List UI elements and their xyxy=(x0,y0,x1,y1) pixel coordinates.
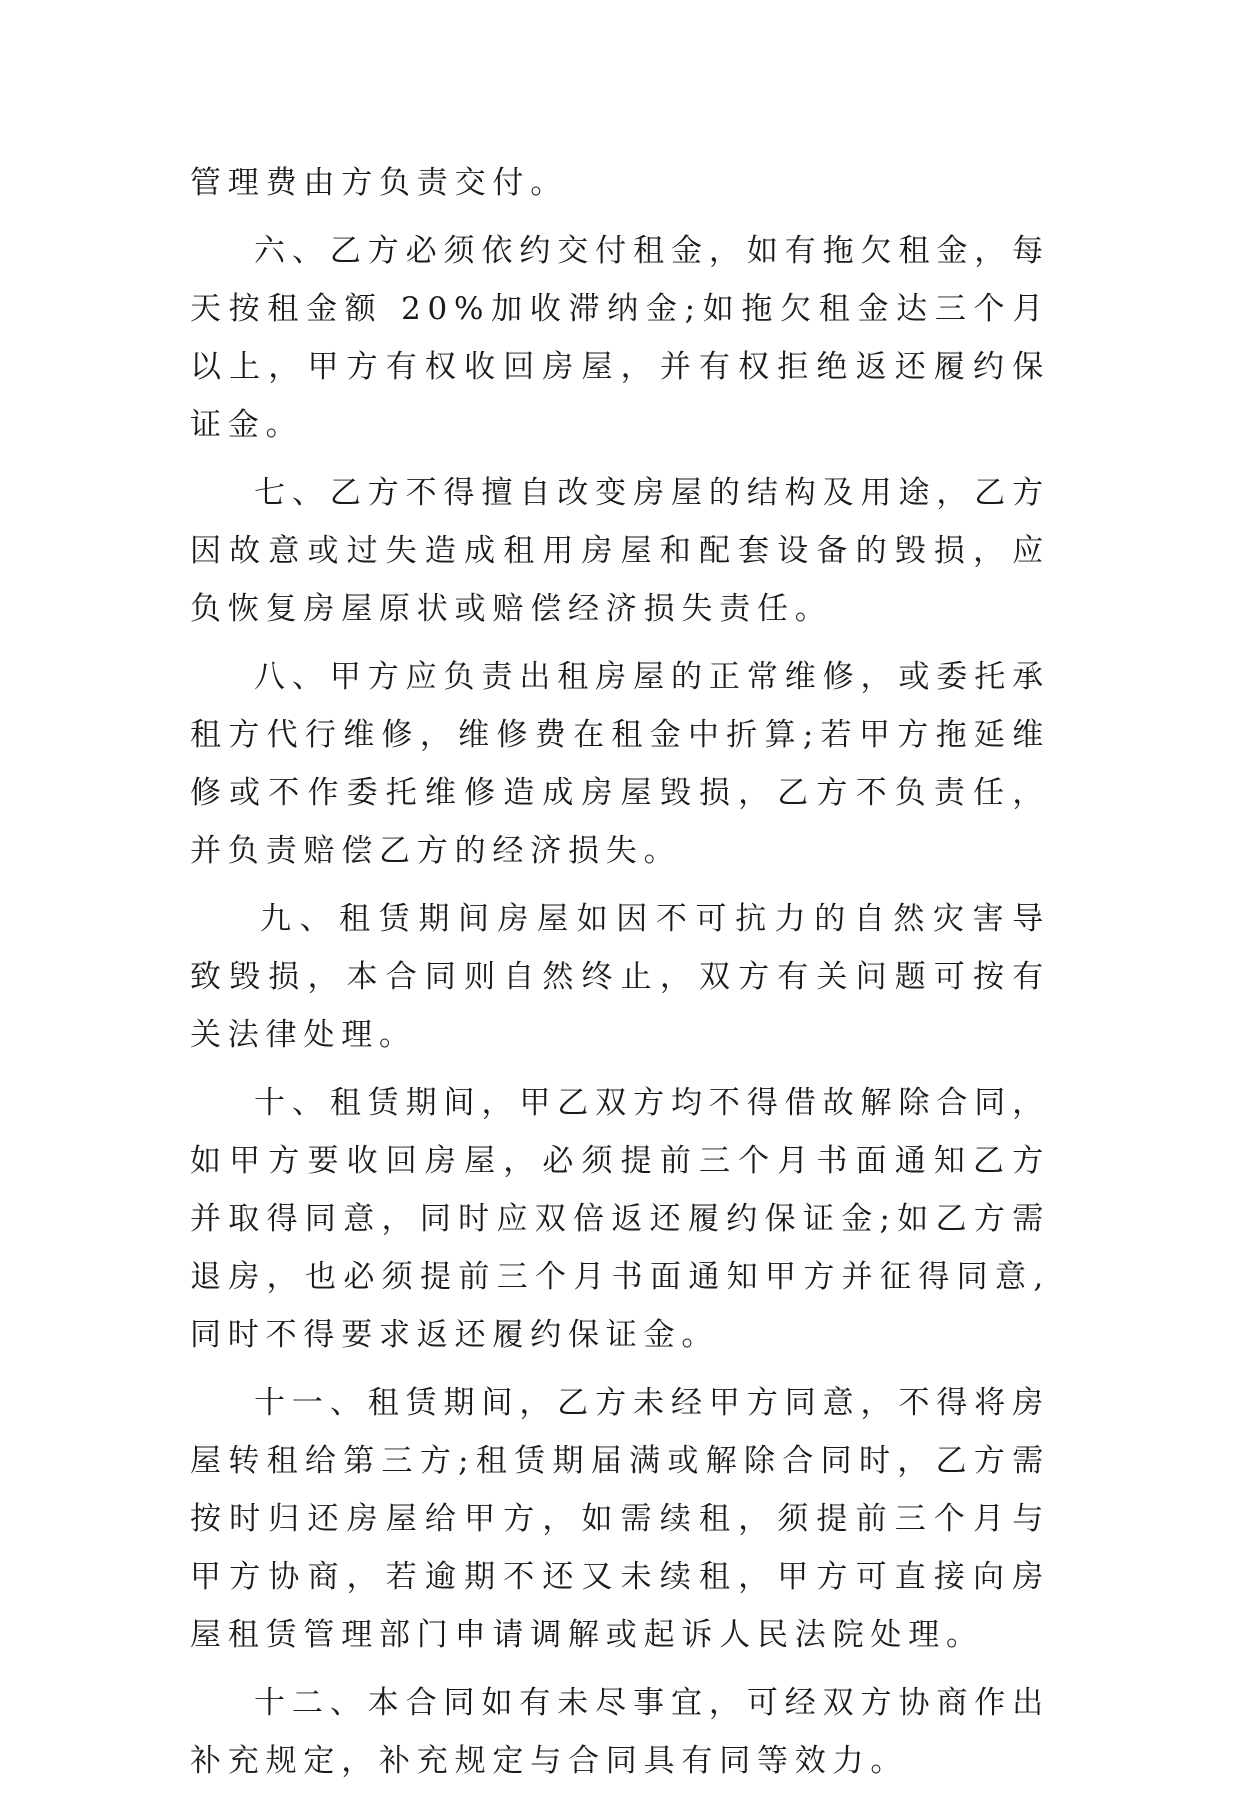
clause-10-termination: 十、租赁期间，甲乙双方均不得借故解除合同，如甲方要收回房屋，必须提前三个月书面通知乙方并取得同意，同时应双倍返还履约保证金;如乙方需退房，也必须提前三个月书面通知甲方并征得同意,同时不得要求返还履约保证金。 xyxy=(190,1085,1050,1353)
clause-8-maintenance: 八、甲方应负责出租房屋的正常维修，或委托承租方代行维修，维修费在租金中折算;若甲方拖延维修或不作委托维修造成房屋毁损，乙方不负责任，并负责赔偿乙方的经济损失。 xyxy=(190,659,1050,869)
clause-9-force-majeure: 九、租赁期间房屋如因不可抗力的自然灾害导致毁损，本合同则自然终止，双方有关问题可按有关法律处理。 xyxy=(190,901,1050,1053)
clause-12-supplement: 十二、本合同如有未尽事宜，可经双方协商作出补充规定，补充规定与合同具有同等效力。 xyxy=(190,1685,1050,1779)
document-body xyxy=(190,154,1050,1800)
clause-6-rent-payment: 六、乙方必须依约交付租金，如有拖欠租金，每天按租金额 20%加收滞纳金;如拖欠租金达三个月以上，甲方有权收回房屋，并有权拒绝返还履约保证金。 xyxy=(190,233,1050,443)
paragraph-management-fee: 管理费由方负责交付。 xyxy=(190,165,568,201)
clause-11-sublease: 十一、租赁期间，乙方未经甲方同意，不得将房屋转租给第三方;租赁期届满或解除合同时，乙方需按时归还房屋给甲方，如需续租，须提前三个月与甲方协商，若逾期不还又未续租，甲方可直接向房屋租赁管理部门申请调解或起诉人民法院处理。 xyxy=(190,1385,1050,1653)
clause-7-structure-change: 七、乙方不得擅自改变房屋的结构及用途，乙方因故意或过失造成租用房屋和配套设备的毁损，应负恢复房屋原状或赔偿经济损失责任。 xyxy=(190,475,1050,627)
